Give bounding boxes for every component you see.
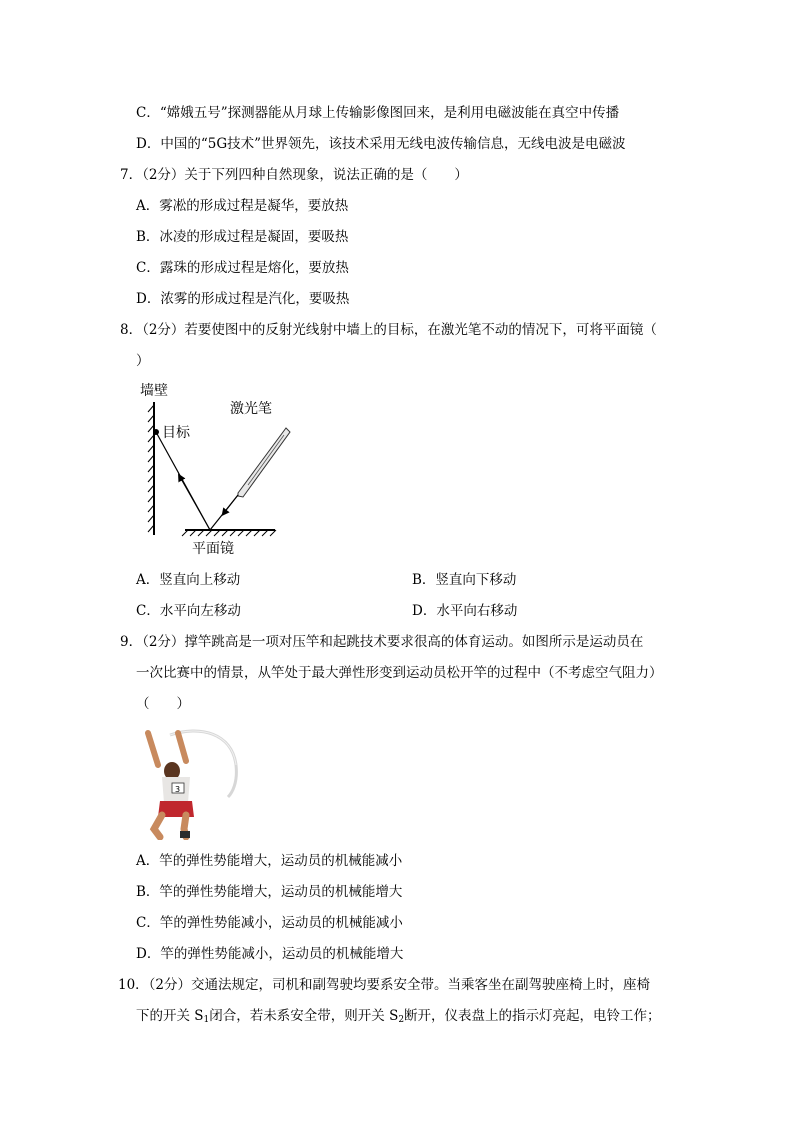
svg-text:3: 3 [175, 785, 181, 794]
q7-stem: 7．（2分）关于下列四种自然现象，说法正确的是（ ） [120, 167, 468, 183]
laser-label: 激光笔 [230, 401, 272, 417]
q6-option-c: C．“嫦娥五号”探测器能从月球上传输影像图回来，是利用电磁波能在真空中传播 [136, 105, 620, 121]
q9-option-d: D．竿的弹性势能减小，运动员的机械能增大 [136, 946, 404, 962]
mirror-reflection-figure [130, 375, 300, 560]
pole-vaulter-image [140, 725, 250, 840]
q10-stem-continued: 下的开关 $S_1$闭合，若未系安全带，则开关 $S_2$断开，仪表盘上的指示灯亮起，电铃工作； [136, 1008, 661, 1025]
q9-answer-blank: （ ） [136, 696, 190, 712]
laser-pen-icon [238, 428, 290, 497]
q9-option-a: A．竿的弹性势能增大，运动员的机械能减小 [136, 853, 403, 869]
q7-option-d: D．浓雾的形成过程是汽化，要吸热 [136, 291, 350, 307]
wall-label: 墙壁 [140, 383, 168, 399]
q7-option-b: B．冰凌的形成过程是凝固，要吸热 [136, 229, 349, 245]
q8-option-c: C．水平向左移动 [136, 603, 241, 619]
q7-option-c: C．露珠的形成过程是熔化，要放热 [136, 260, 349, 276]
mirror-label: 平面镜 [192, 541, 234, 557]
q10-stem: 10．（2分）交通法规定，司机和副驾驶均要系安全带。当乘客坐在副驾驶座椅上时，座椅 [118, 977, 651, 993]
q9-stem-continued: 一次比赛中的情景，从竿处于最大弹性形变到运动员松开竿的过程中（不考虑空气阻力） [136, 665, 663, 681]
q8-option-d: D．水平向右移动 [412, 603, 518, 619]
q8-option-b: B．竖直向下移动 [412, 572, 517, 588]
q8-stem-continued: ） [136, 353, 150, 369]
q7-option-a: A．雾凇的形成过程是凝华，要放热 [136, 198, 349, 214]
q9-option-c: C．竿的弹性势能减小，运动员的机械能减小 [136, 915, 403, 931]
q9-stem: 9．（2分）撑竿跳高是一项对压竿和起跳技术要求很高的体育运动。如图所示是运动员在 [120, 634, 644, 650]
target-label: 目标 [162, 425, 190, 441]
q9-option-b: B．竿的弹性势能增大，运动员的机械能增大 [136, 884, 403, 900]
q6-option-d: D．中国的“5G技术”世界领先，该技术采用无线电波传输信息，无线电波是电磁波 [136, 136, 626, 152]
q8-stem: 8．（2分）若要使图中的反射光线射中墙上的目标，在激光笔不动的情况下，可将平面镜（ [120, 322, 657, 338]
q8-option-a: A．竖直向上移动 [136, 572, 241, 588]
